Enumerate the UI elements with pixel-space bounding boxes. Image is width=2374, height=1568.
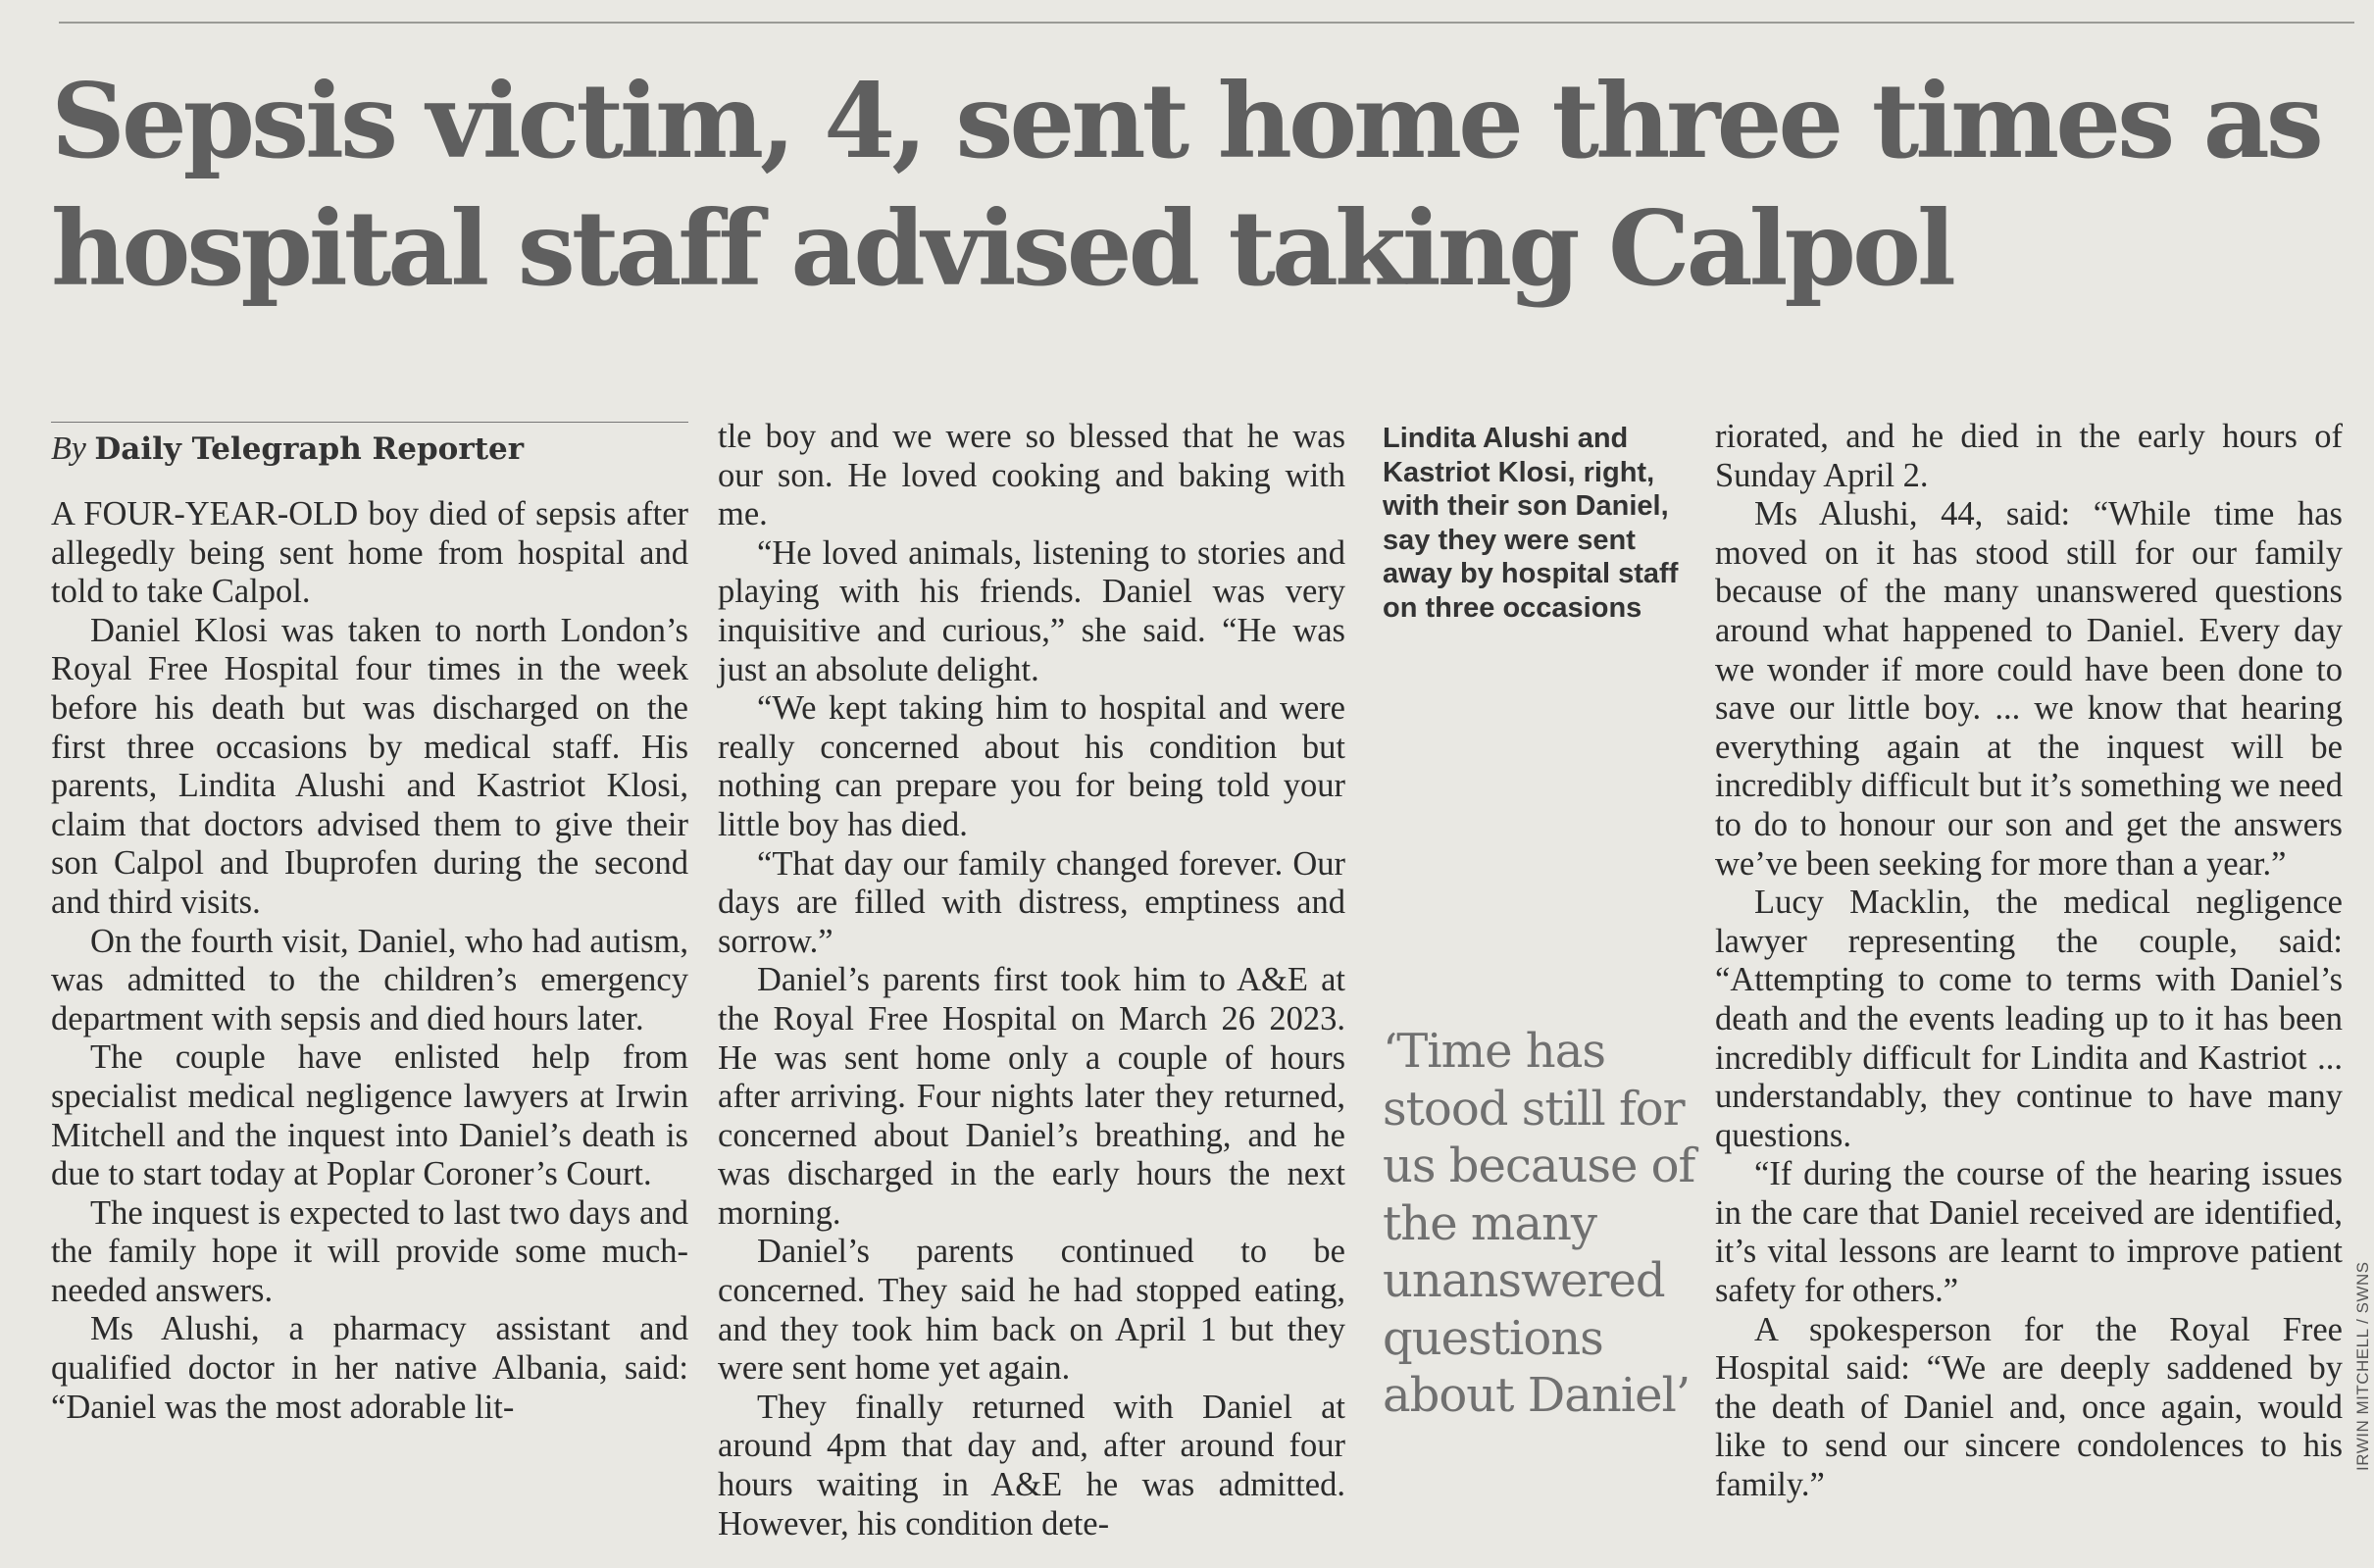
paragraph: “If during the course of the hearing issues in the care that Daniel received are identified, it’s vital lessons are learnt to improve patient safety for others.” <box>1715 1155 2343 1310</box>
article-column-4 <box>1715 418 2343 1505</box>
article-column-2 <box>718 418 1345 1543</box>
paragraph: Lucy Macklin, the medical negligence lawyer representing the couple, said: “Attempting to come to terms with Daniel’s death and the events leading up to it has been incredibly difficult for Lindita and Kastriot ... understandably, they continue to have many questions. <box>1715 884 2343 1154</box>
photo-caption: Lindita Alushi and Kastriot Klosi, right, with their son Daniel, say they were sent away by hospital staff on three occasions <box>1383 423 1679 624</box>
headline: Sepsis victim, 4, sent home three times as hospital staff advised taking Calpol <box>51 60 2320 309</box>
byline-prefix: By <box>51 430 86 467</box>
paragraph: “He loved animals, listening to stories and playing with his friends. Daniel was very inquisitive and curious,” she said. “He was just an absolute delight. <box>718 533 1345 688</box>
paragraph: “That day our family changed forever. Our days are filled with distress, emptiness and sorrow.” <box>718 844 1345 960</box>
paragraph: “We kept taking him to hospital and were really concerned about his condition but nothing can prepare you for being told your little boy has died. <box>718 689 1345 843</box>
paragraph: On the fourth visit, Daniel, who had autism, was admitted to the children’s emergency department with sepsis and died hours later. <box>51 922 688 1037</box>
byline-name: Daily Telegraph Reporter <box>94 431 525 467</box>
top-rule <box>59 22 2354 24</box>
paragraph: Daniel’s parents first took him to A&E at the Royal Free Hospital on March 26 2023. He was sent home only a couple of hours after arriving. Four nights later they returned, concerned about Daniel’s breathing, and he was discharged in the early hours the next morning. <box>718 961 1345 1232</box>
photo-credit: IRWIN MITCHELL / SWNS <box>2353 1261 2372 1471</box>
byline-rule <box>51 422 688 423</box>
paragraph: The couple have enlisted help from specialist medical negligence lawyers at Irwin Mitchell and the inquest into Daniel’s death is due to start today at Poplar Coroner’s Court. <box>51 1038 688 1193</box>
article-column-1 <box>51 495 688 1427</box>
paragraph: Daniel Klosi was taken to north London’s Royal Free Hospital four times in the week before his death but was discharged on the first three occasions by medical staff. His parents, Lindita Alushi and Kastriot Klosi, claim that doctors advised them to give their son Calpol and Ibuprofen during the second and third visits. <box>51 611 688 921</box>
paragraph: They finally returned with Daniel at around 4pm that day and, after around four hours waiting in A&E he was admitted. However, his condition dete- <box>718 1388 1345 1543</box>
paragraph: The inquest is expected to last two days and the family hope it will provide some much-needed answers. <box>51 1193 688 1309</box>
paragraph: tle boy and we were so blessed that he was our son. He loved cooking and baking with me. <box>718 418 1345 533</box>
paragraph: Daniel’s parents continued to be concerned. They said he had stopped eating, and they took him back on April 1 but they were sent home yet again. <box>718 1233 1345 1388</box>
paragraph: riorated, and he died in the early hours of Sunday April 2. <box>1715 418 2343 494</box>
pull-quote: ‘Time has stood still for us because of the many unanswered questions about Daniel’ <box>1383 1024 1695 1423</box>
paragraph: A spokesperson for the Royal Free Hospital said: “We are deeply saddened by the death of Daniel and, once again, would like to send our sincere condolences to his family.” <box>1715 1310 2343 1504</box>
paragraph: Ms Alushi, 44, said: “While time has moved on it has stood still for our family because of the many unanswered questions around what happened to Daniel. Every day we wonder if more could have been done to save our little boy. ... we know that hearing everything again at the inquest will be incredibly difficult but it’s something we need to do to honour our son and get the answers we’ve been seeking for more than a year.” <box>1715 495 2343 883</box>
byline <box>51 430 524 469</box>
paragraph: Ms Alushi, a pharmacy assistant and qualified doctor in her native Albania, said: “Daniel was the most adorable lit- <box>51 1310 688 1426</box>
paragraph: A FOUR-YEAR-OLD boy died of sepsis after allegedly being sent home from hospital and told to take Calpol. <box>51 495 688 611</box>
